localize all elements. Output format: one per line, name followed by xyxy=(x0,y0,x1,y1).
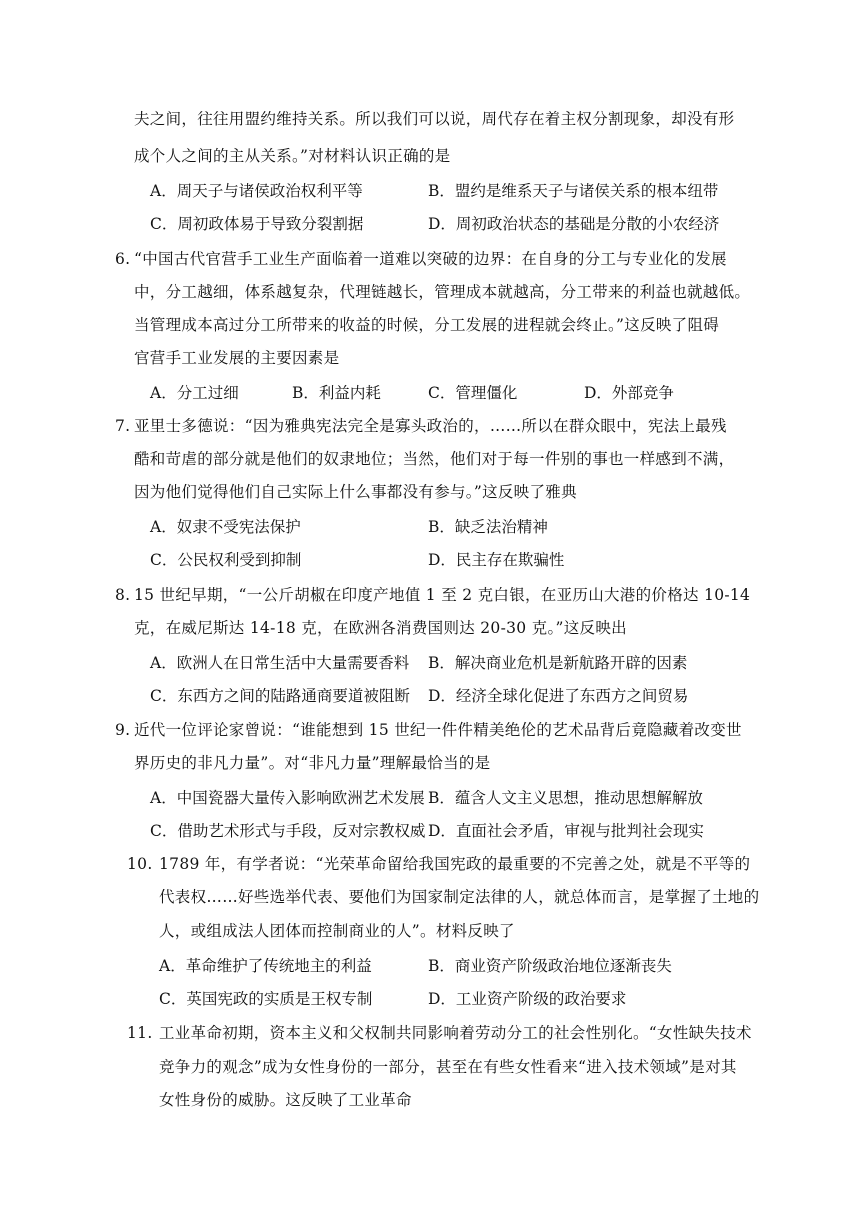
q10-line-1: 1789 年，有学者说：“光荣革命留给我国宪政的最重要的不完善之处，就是不平等的 xyxy=(159,855,751,873)
q8-option-d[interactable]: D．经济全球化促进了东西方之间贸易 xyxy=(428,687,689,705)
q7-option-a[interactable]: A．奴隶不受宪法保护 xyxy=(150,518,301,536)
q5-line-1: 夫之间，往往用盟约维持关系。所以我们可以说，周代存在着主权分割现象，却没有形 xyxy=(134,110,735,128)
q5-option-d[interactable]: D．周初政治状态的基础是分散的小农经济 xyxy=(428,215,720,233)
q8-line-1: 15 世纪早期，“一公斤胡椒在印度产地值 1 至 2 克白银，在亚历山大港的价格达 10-14 xyxy=(134,586,751,604)
q5-option-b[interactable]: B．盟约是维系天子与诸侯关系的根本纽带 xyxy=(428,182,719,200)
q11-line-1: 工业革命初期，资本主义和父权制共同影响着劳动分工的社会性别化。“女性缺失技术 xyxy=(159,1024,752,1042)
q6-line-1: “中国古代官营手工业生产面临着一道难以突破的边界：在自身的分工与专业化的发展 xyxy=(134,250,727,268)
q6-option-a[interactable]: A．分工过细 xyxy=(150,384,239,402)
q10-option-d[interactable]: D．工业资产阶级的政治要求 xyxy=(428,990,627,1008)
q7-option-b[interactable]: B．缺乏法治精神 xyxy=(428,518,548,536)
q6-option-d[interactable]: D．外部竞争 xyxy=(584,384,674,402)
q7-number: 7. xyxy=(115,417,131,435)
q10-option-c[interactable]: C．英国宪政的实质是王权专制 xyxy=(159,990,373,1008)
q7-line-2: 酷和苛虐的部分就是他们的奴隶地位；当然，他们对于每一件别的事也一样感到不满， xyxy=(134,450,735,468)
q11-line-2: 竞争力的观念”成为女性身份的一部分，甚至在有些女性看来“进入技术领域”是对其 xyxy=(159,1058,737,1076)
q9-option-a[interactable]: A．中国瓷器大量传入影响欧洲艺术发展 xyxy=(150,789,425,807)
q6-line-2: 中，分工越细，体系越复杂，代理链越长，管理成本就越高，分工带来的利益也就越低。 xyxy=(134,283,751,301)
q10-option-a[interactable]: A．革命维护了传统地主的利益 xyxy=(159,957,372,975)
q8-option-a[interactable]: A．欧洲人在日常生活中大量需要香料 xyxy=(150,654,410,672)
q8-line-2: 克，在威尼斯达 14-18 克，在欧洲各消费国则达 20-30 克。”这反映出 xyxy=(134,619,627,637)
q7-line-1: 亚里士多德说：“因为雅典宪法完全是寡头政治的，……所以在群众眼中，宪法上最残 xyxy=(134,417,727,435)
q8-option-c[interactable]: C．东西方之间的陆路通商要道被阻断 xyxy=(150,687,410,705)
q10-line-3: 人，或组成法人团体而控制商业的人”。材料反映了 xyxy=(159,922,515,940)
q6-number: 6. xyxy=(115,250,131,268)
q10-number: 10. xyxy=(127,855,153,873)
q6-option-c[interactable]: C．管理僵化 xyxy=(428,384,518,402)
q10-line-2: 代表权……好些选举代表、要他们为国家制定法律的人，就总体而言，是掌握了土地的 xyxy=(159,888,760,906)
q9-option-d[interactable]: D．直面社会矛盾，审视与批判社会现实 xyxy=(428,822,704,840)
q6-line-4: 官营手工业发展的主要因素是 xyxy=(134,349,340,367)
q11-number: 11. xyxy=(127,1024,153,1042)
q9-option-b[interactable]: B．蕴含人文主义思想，推动思想解解放 xyxy=(428,789,703,807)
q5-option-a[interactable]: A．周天子与诸侯政治权利平等 xyxy=(150,182,363,200)
q8-option-b[interactable]: B．解决商业危机是新航路开辟的因素 xyxy=(428,654,688,672)
q8-number: 8. xyxy=(115,586,131,604)
q9-number: 9. xyxy=(115,721,131,739)
q7-option-d[interactable]: D．民主存在欺骗性 xyxy=(428,551,565,569)
q9-line-2: 界历史的非凡力量”。对“非凡力量”理解最恰当的是 xyxy=(134,754,491,772)
q6-option-b[interactable]: B．利益内耗 xyxy=(292,384,381,402)
q10-option-b[interactable]: B．商业资产阶级政治地位逐渐丧失 xyxy=(428,957,672,975)
q7-line-3: 因为他们觉得他们自己实际上什么事都没有参与。”这反映了雅典 xyxy=(134,483,577,501)
q5-option-c[interactable]: C．周初政体易于导致分裂割据 xyxy=(150,215,364,233)
q9-line-1: 近代一位评论家曾说：“谁能想到 15 世纪一件件精美绝伦的艺术品背后竟隐藏着改变世 xyxy=(134,721,742,739)
q9-option-c[interactable]: C．借助艺术形式与手段，反对宗教权威 xyxy=(150,822,426,840)
q7-option-c[interactable]: C．公民权利受到抑制 xyxy=(150,551,302,569)
q5-line-2: 成个人之间的主从关系。”对材料认识正确的是 xyxy=(134,147,451,165)
q11-line-3: 女性身份的威胁。这反映了工业革命 xyxy=(159,1091,412,1109)
q6-line-3: 当管理成本高过分工所带来的收益的时候，分工发展的进程就会终止。”这反映了阻碍 xyxy=(134,316,720,334)
